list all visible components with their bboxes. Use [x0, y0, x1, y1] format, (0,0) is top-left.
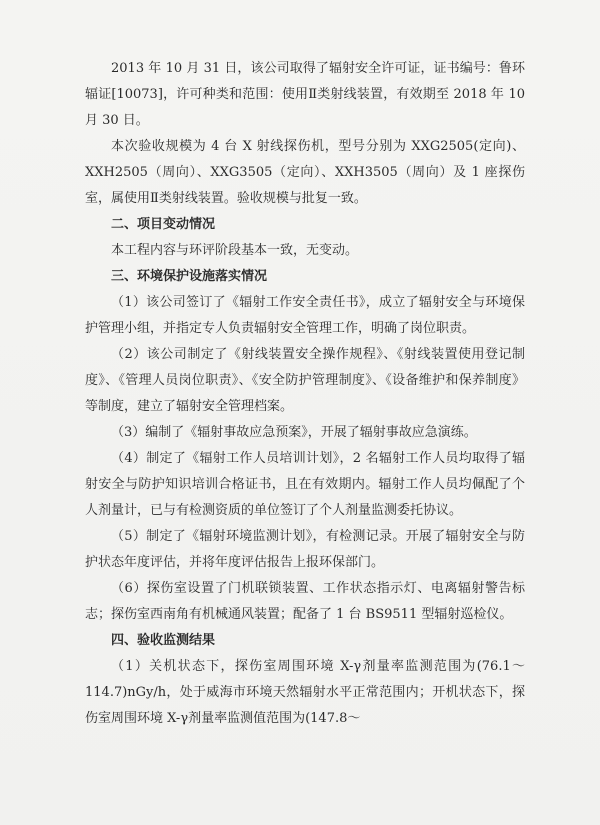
paragraph-item-5: （5）制定了《辐射环境监测计划》，有检测记录。开展了辐射安全与防护状态年度评估，并将年度评估报告上报环保部门。 — [85, 529, 525, 570]
heading-env-protection: 三、环境保护设施落实情况 — [111, 269, 268, 284]
document-body — [85, 56, 525, 732]
paragraph-license: 2013 年 10 月 31 日，该公司取得了辐射安全许可证，证书编号：鲁环辐证[10073]，许可种类和范围：使用Ⅱ类射线装置，有效期至 2018 年 10 月 30 日。 — [85, 61, 525, 128]
paragraph-no-change: 本工程内容与环评阶段基本一致，无变动。 — [111, 243, 359, 258]
paragraph-item-2: （2）该公司制定了《射线装置安全操作规程》、《射线装置使用登记制度》、《管理人员岗位职责》、《安全防护管理制度》、《设备维护和保养制度》等制度，建立了辐射安全管理档案。 — [85, 347, 525, 414]
paragraph-monitoring-1: （1）关机状态下，探伤室周围环境 X-γ剂量率监测范围为(76.1～114.7)nGy/h，处于威海市环境天然辐射水平正常范围内；开机状态下，探伤室周围环境 X-γ剂量率监测值范围为(147.8～ — [85, 659, 525, 726]
paragraph-item-3: （3）编制了《辐射事故应急预案》，开展了辐射事故应急演练。 — [111, 425, 477, 440]
heading-project-changes: 二、项目变动情况 — [111, 217, 216, 232]
paragraph-acceptance-scale: 本次验收规模为 4 台 X 射线探伤机，型号分别为 XXG2505(定向)、XXH2505（周向）、XXG3505（定向）、XXH3505（周向）及 1 座探伤室，属使用Ⅱ类射线装置。验收规模与批复一致。 — [85, 139, 525, 206]
paragraph-item-6: （6）探伤室设置了门机联锁装置、工作状态指示灯、电离辐射警告标志；探伤室西南角有机械通风装置；配备了 1 台 BS9511 型辐射巡检仪。 — [85, 581, 525, 622]
paragraph-item-1: （1）该公司签订了《辐射工作安全责任书》，成立了辐射安全与环境保护管理小组，并指定专人负责辐射安全管理工作，明确了岗位职责。 — [85, 295, 525, 336]
paragraph-item-4: （4）制定了《辐射工作人员培训计划》，2 名辐射工作人员均取得了辐射安全与防护知识培训合格证书，且在有效期内。辐射工作人员均佩配了个人剂量计，已与有检测资质的单位签订了个人剂量监测委托协议。 — [85, 451, 525, 518]
heading-monitoring-results: 四、验收监测结果 — [111, 633, 216, 648]
